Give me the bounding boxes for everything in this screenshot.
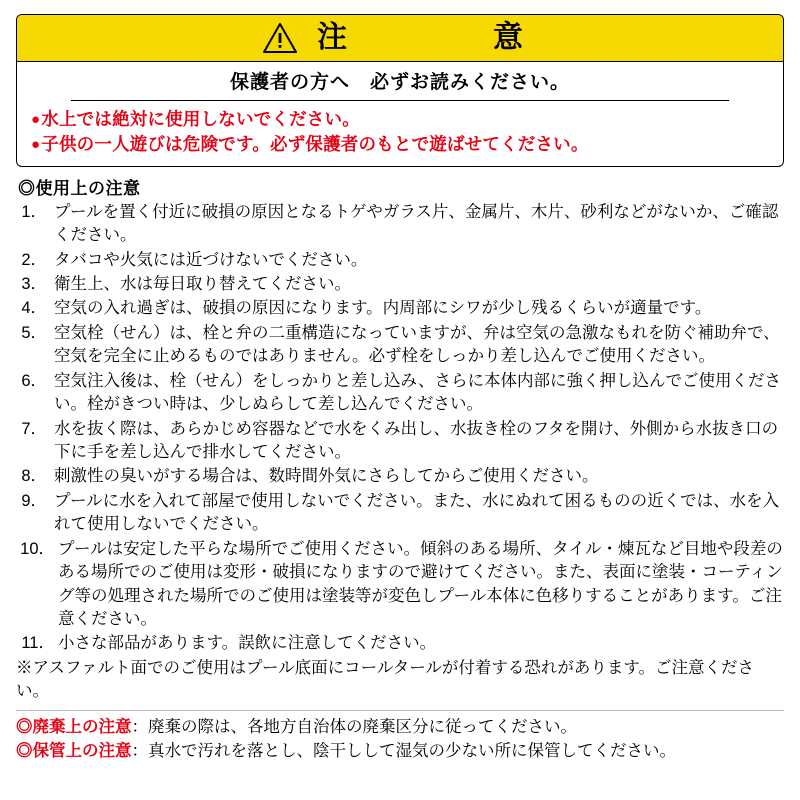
list-item <box>16 273 784 296</box>
warning-point-text: 水上では絶対に使用しないでください。 <box>41 109 360 129</box>
list-item-number: 9． <box>21 491 47 510</box>
list-item-text: プールは安定した平らな場所でご使用ください。傾斜のある場所、タイル・煉瓦など目地や段差のある場所でのご使用は変形・破損になりますので避けてください。また、表面に塗装・コーティング等の処理された場所でのご使用は塗装等が変色しプール本体に色移りすることがあります。ご注意ください。 <box>58 539 783 628</box>
list-item-number: 5． <box>21 323 47 342</box>
list-item-number: 11． <box>21 634 55 653</box>
footer-label-text: 保管上の注意 <box>32 742 132 761</box>
footer-label-text: 廃棄上の注意 <box>32 717 132 736</box>
list-item-text: 水を抜く際は、あらかじめ容器などで水をくみ出し、水抜き栓のフタを開け、外側から水抜き口の下に手を差し込んで排水してください。 <box>54 419 779 461</box>
footer <box>16 710 784 765</box>
list-item <box>16 201 784 248</box>
list-item-number: 7． <box>21 419 47 438</box>
bullet-icon: ● <box>31 136 41 154</box>
list-item-number: 6． <box>21 371 47 390</box>
usage-footnote: ※アスファルト面でのご使用はプール底面にコールタールが付着する恐れがあります。ご注意ください。 <box>16 658 755 701</box>
list-item-text: プールを置く付近に破損の原因となるトゲやガラス片、金属片、木片、砂利などがないか、ご確認ください。 <box>54 202 779 245</box>
list-item-text: 小さな部品があります。誤飲に注意してください。 <box>58 634 437 653</box>
list-item <box>16 297 784 320</box>
footer-label <box>16 739 132 764</box>
list-item-text: プールに水を入れて部屋で使用しないでください。また、水にぬれて困るものの近くでは、水を入れて使用しないでください。 <box>54 491 780 534</box>
list-item <box>16 249 784 272</box>
list-item-number: 10． <box>20 539 55 558</box>
list-item-text: タバコや火気には近づけないでください。 <box>54 250 368 269</box>
warning-box <box>16 14 784 167</box>
usage-heading: ◎使用上の注意 <box>18 178 141 198</box>
footer-row-disposal <box>16 715 784 740</box>
warning-point <box>31 132 773 157</box>
warning-point-text: 子供の一人遊びは危険です。必ず保護者のもとで遊ばせてください。 <box>41 134 589 155</box>
warning-title: 注 意 <box>317 21 537 54</box>
list-item-number: 3． <box>21 275 47 294</box>
circle-icon: ◎ <box>16 742 33 761</box>
bullet-icon: ● <box>31 111 41 128</box>
list-item-text: 空気栓（せん）は、栓と弁の二重構造になっていますが、弁は空気の急激なもれを防ぐ補助弁で、空気を完全に止めるものではありません。必ず栓をしっかり差し込んでご使用ください。 <box>54 323 780 366</box>
list-item <box>16 322 784 369</box>
list-item-number: 1． <box>21 202 47 221</box>
list-item <box>16 632 784 655</box>
list-item <box>16 490 784 537</box>
footer-row-storage <box>16 739 784 764</box>
usage-list <box>16 201 784 656</box>
footer-text: 真水で汚れを落とし、陰干しして湿気の少ない所に保管してください。 <box>148 742 676 761</box>
footer-label <box>16 715 132 740</box>
footer-separator: ： <box>131 717 148 736</box>
warning-points <box>17 101 783 166</box>
list-item-text: 刺激性の臭いがする場合は、数時間外気にさらしてからご使用ください。 <box>54 467 599 486</box>
warning-header <box>17 15 783 62</box>
list-item <box>16 418 784 465</box>
list-item-number: 2． <box>21 250 47 269</box>
list-item-number: 8． <box>21 467 47 486</box>
list-item <box>16 538 784 632</box>
footer-text: 廃棄の際は、各地方自治体の廃棄区分に従ってください。 <box>148 717 577 736</box>
circle-icon: ◎ <box>16 717 33 736</box>
list-item-number: 4． <box>21 299 47 318</box>
warning-subtitle: 保護者の方へ 必ずお読みください。 <box>229 72 570 93</box>
list-item-text: 空気の入れ過ぎは、破損の原因になります。内周部にシワが少し残るくらいが適量です。 <box>54 299 712 318</box>
list-item <box>16 370 784 417</box>
footer-divider <box>16 710 784 711</box>
list-item-text: 衛生上、水は毎日取り替えてください。 <box>54 275 351 294</box>
warning-point <box>31 107 773 132</box>
list-item-text: 空気注入後は、栓（せん）をしっかりと差し込み、さらに本体内部に強く押し込んでご使用ください。栓がきつい時は、少しぬらして差し込んでください。 <box>54 371 781 414</box>
list-item <box>16 465 784 488</box>
warning-triangle-icon <box>263 23 297 53</box>
footer-separator: ： <box>131 742 148 761</box>
